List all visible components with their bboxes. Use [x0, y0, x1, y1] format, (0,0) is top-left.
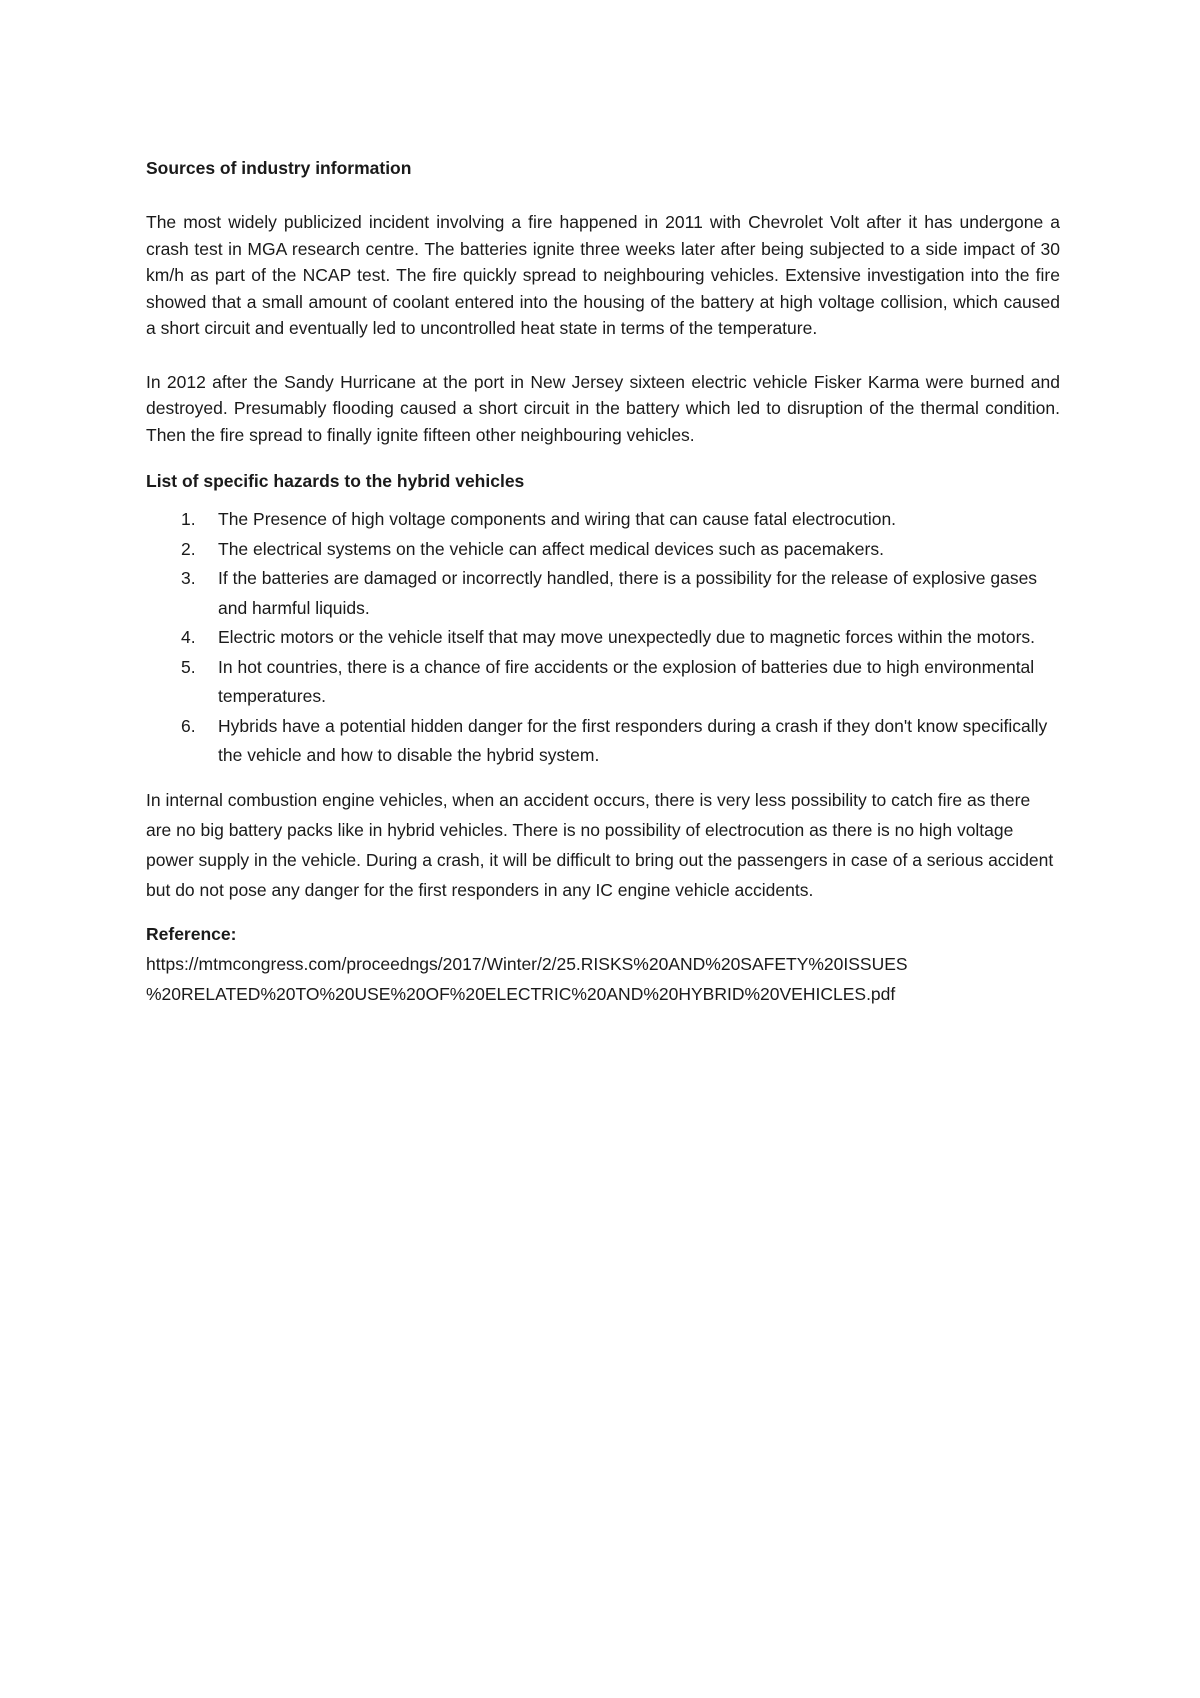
list-item — [146, 535, 1060, 565]
paragraph-fisker-karma: In 2012 after the Sandy Hurricane at the port in New Jersey sixteen electric vehicle Fisker Karma were burned and destroyed. Presumably flooding caused a short circuit in the battery which led to disruption of the thermal condition. Then the fire spread to finally ignite fifteen other neighbouring vehicles. — [146, 371, 1060, 445]
hazards-list — [146, 505, 1060, 771]
reference-label: Reference: — [146, 923, 237, 944]
list-item — [146, 564, 1060, 623]
list-item-number: 2. — [181, 538, 196, 559]
list-item-number: 6. — [181, 715, 196, 736]
list-item-text: Hybrids have a potential hidden danger for the first responders during a crash if they don't know specifically the vehicle and how to disable the hybrid system. — [218, 715, 1048, 765]
list-item-number: 3. — [181, 568, 196, 588]
list-item-text: Electric motors or the vehicle itself that may move unexpectedly due to magnetic forces within the motors. — [218, 627, 1036, 647]
list-item — [146, 623, 1060, 653]
list-item-text: If the batteries are damaged or incorrectly handled, there is a possibility for the release of explosive gases and harmful liquids. — [218, 568, 1038, 618]
list-item-number: 1. — [181, 509, 196, 529]
list-item — [146, 505, 1060, 535]
paragraph-ic-engine: In internal combustion engine vehicles, when an accident occurs, there is very less possibility to catch fire as there are no big battery packs like in hybrid vehicles. There is no possibility of electrocution as there is no high voltage power supply in the vehicle. During a crash, it will be difficult to bring out the passengers in case of a serious accident but do not pose any danger for the first responders in any IC engine vehicle accidents. — [146, 789, 1054, 900]
list-item-text: The Presence of high voltage components and wiring that can cause fatal electrocution. — [218, 509, 897, 529]
document-page — [146, 155, 1060, 1009]
list-item-number: 5. — [181, 656, 196, 677]
list-item-text: The electrical systems on the vehicle can affect medical devices such as pacemakers. — [218, 538, 884, 559]
reference-url-line-2: %20RELATED%20TO%20USE%20OF%20ELECTRIC%20AND%20HYBRID%20VEHICLES.pdf — [146, 983, 896, 1004]
reference-url-line-1: https://mtmcongress.com/proceedngs/2017/Winter/2/25.RISKS%20AND%20SAFETY%20ISSUES — [146, 953, 908, 974]
list-item-text: In hot countries, there is a chance of fire accidents or the explosion of batteries due to high environmental temperatures. — [218, 656, 1035, 706]
section-heading-hazards: List of specific hazards to the hybrid vehicles — [146, 471, 525, 491]
paragraph-chevrolet-volt: The most widely publicized incident involving a fire happened in 2011 with Chevrolet Volt after it has undergone a crash test in MGA research centre. The batteries ignite three weeks later after being subjected to a side impact of 30 km/h as part of the NCAP test. The fire quickly spread to neighbouring vehicles. Extensive investigation into the fire showed that a small amount of coolant entered into the housing of the battery at high voltage collision, which caused a short circuit and eventually led to uncontrolled heat state in terms of the temperature. — [146, 212, 1060, 338]
section-heading-sources: Sources of industry information — [146, 158, 412, 178]
list-item — [146, 712, 1060, 771]
list-item — [146, 653, 1060, 712]
list-item-number: 4. — [181, 627, 196, 647]
